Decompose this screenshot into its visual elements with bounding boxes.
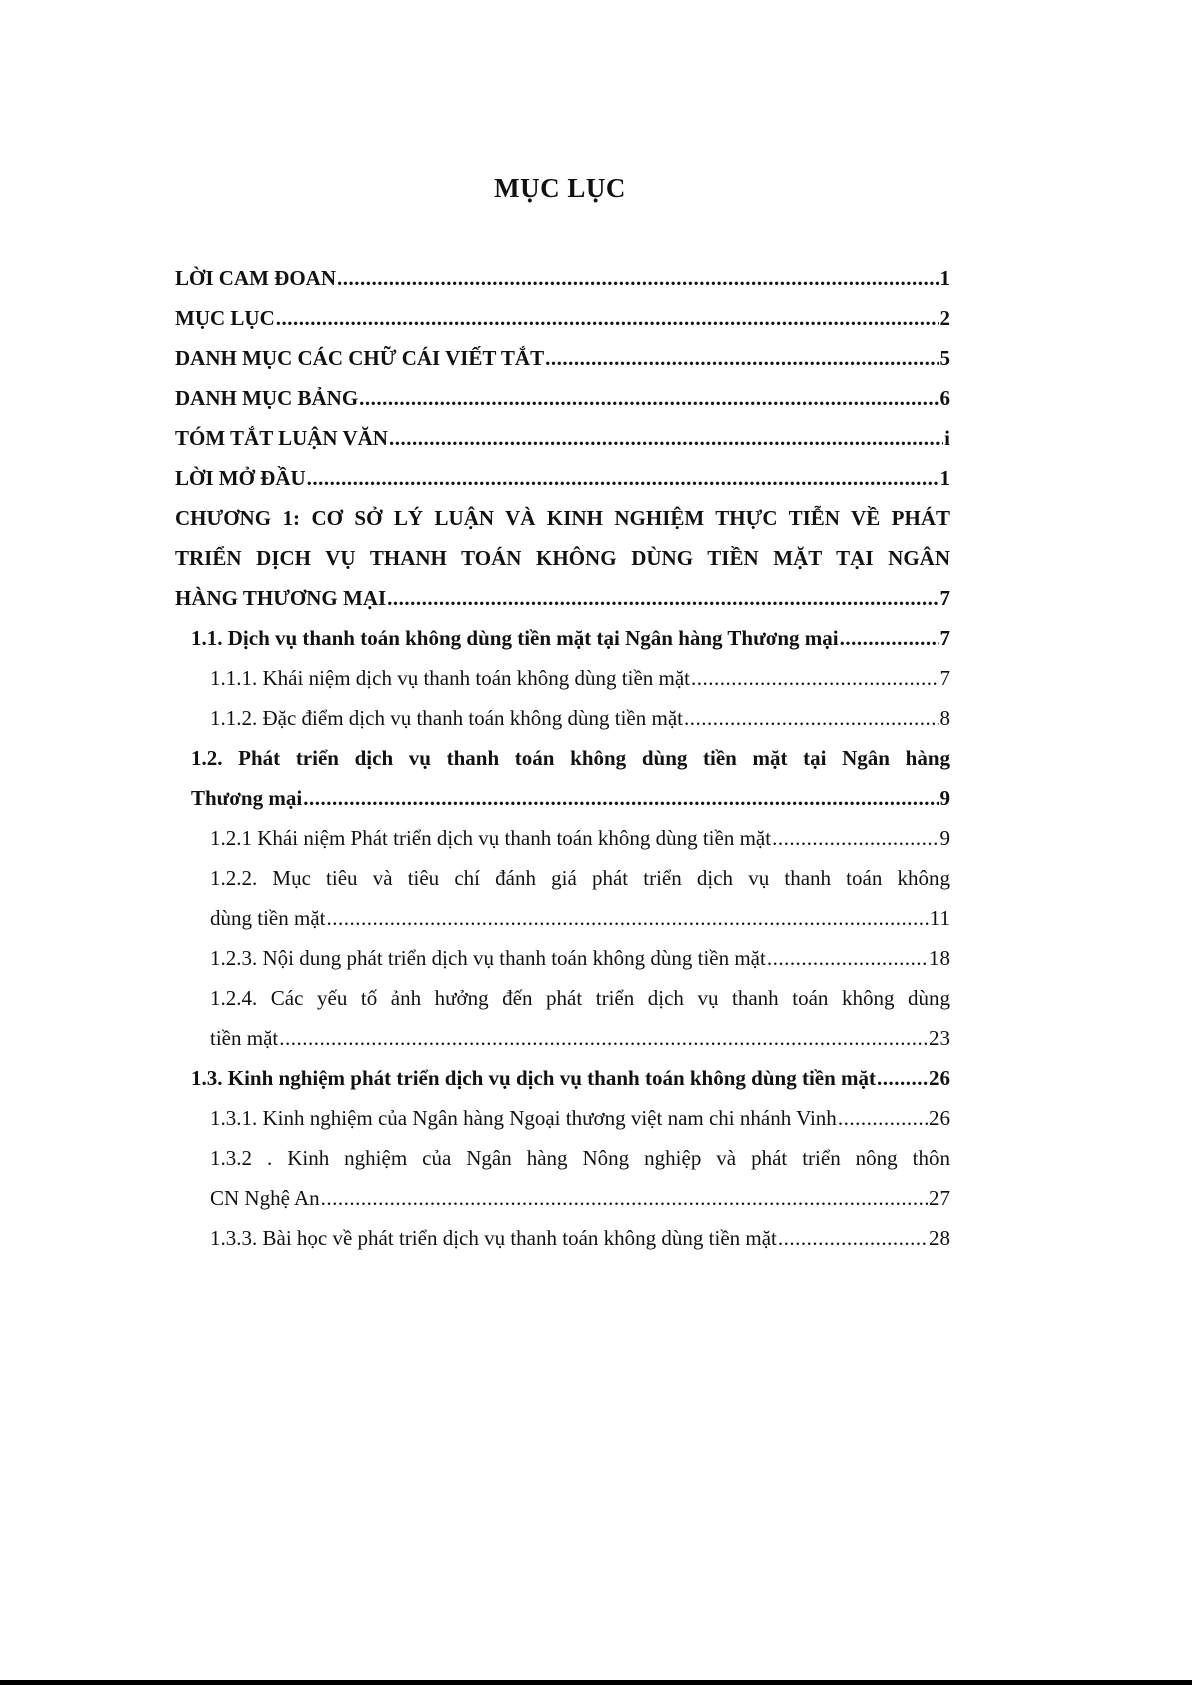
dot-leader xyxy=(877,1058,928,1098)
toc-entry-row xyxy=(210,658,950,698)
toc-page-number: 26 xyxy=(929,1066,950,1090)
toc-entry xyxy=(175,658,950,698)
toc-entry-row xyxy=(210,1178,950,1218)
toc-page-number: 1 xyxy=(939,266,950,290)
toc-page-number: 7 xyxy=(939,666,950,690)
toc-entry xyxy=(175,1218,950,1258)
dot-leader xyxy=(767,938,928,978)
dot-leader xyxy=(359,378,938,418)
toc-page-number: 7 xyxy=(939,626,950,650)
toc-entry-row xyxy=(175,378,950,418)
toc-entry-text: Thương mại xyxy=(191,786,303,810)
dot-leader xyxy=(389,418,943,458)
toc-entry-text: 1.1. Dịch vụ thanh toán không dùng tiền mặt tại Ngân hàng Thương mại xyxy=(191,626,839,650)
toc-entry xyxy=(175,618,950,658)
toc-entry-line: 1.3.2 . Kinh nghiệm của Ngân hàng Nông nghiệp và phát triển nông thôn xyxy=(210,1146,950,1170)
toc-entry-text: tiền mặt xyxy=(210,1026,279,1050)
toc-entry xyxy=(175,418,950,458)
toc-entry xyxy=(175,1098,950,1138)
toc-entry-row xyxy=(210,938,950,978)
toc-entry-line: 1.2.2. Mục tiêu và tiêu chí đánh giá phát triển dịch vụ thanh toán không xyxy=(210,866,950,890)
toc-page-number: 18 xyxy=(929,946,950,970)
toc-entry-row xyxy=(191,618,950,658)
toc-entry-text: 1.3.3. Bài học về phát triển dịch vụ thanh toán không dùng tiền mặt xyxy=(210,1226,777,1250)
toc-page-number: 27 xyxy=(929,1186,950,1210)
toc-entry-text: HÀNG THƯƠNG MẠI xyxy=(175,586,387,610)
dot-leader xyxy=(326,898,928,938)
toc-entry-row xyxy=(175,418,950,458)
toc-entry-text: 1.1.1. Khái niệm dịch vụ thanh toán không dùng tiền mặt xyxy=(210,666,691,690)
toc-entry xyxy=(175,1138,950,1218)
toc-entry xyxy=(175,258,950,298)
toc-page-number: i xyxy=(944,426,950,450)
toc-entry xyxy=(175,978,950,1058)
toc-entry-row xyxy=(191,1058,950,1098)
toc-entry-line: 1.2.4. Các yếu tố ảnh hưởng đến phát triển dịch vụ thanh toán không dùng xyxy=(210,986,950,1010)
toc-entry xyxy=(175,938,950,978)
dot-leader xyxy=(838,1098,928,1138)
toc-entry-text: LỜI CAM ĐOAN xyxy=(175,266,336,290)
toc-entry-row xyxy=(210,1218,950,1258)
toc-entry-text: 1.1.2. Đặc điểm dịch vụ thanh toán không dùng tiền mặt xyxy=(210,706,683,730)
dot-leader xyxy=(321,1178,928,1218)
toc-entry-row xyxy=(175,458,950,498)
dot-leader xyxy=(778,1218,928,1258)
toc-entry-text: TÓM TẮT LUẬN VĂN xyxy=(175,426,388,450)
dot-leader xyxy=(337,258,939,298)
toc-entry-row xyxy=(175,258,950,298)
dot-leader xyxy=(772,818,938,858)
toc-entry xyxy=(175,298,950,338)
dot-leader xyxy=(684,698,939,738)
toc-page-number: 6 xyxy=(939,386,950,410)
dot-leader xyxy=(691,658,938,698)
toc-entry-row xyxy=(210,898,950,938)
bottom-border xyxy=(0,1680,1192,1685)
toc-entry xyxy=(175,818,950,858)
toc-entry-text: LỜI MỞ ĐẦU xyxy=(175,466,306,490)
toc-entry-text: DANH MỤC CÁC CHỮ CÁI VIẾT TẮT xyxy=(175,346,545,370)
toc-page-number: 26 xyxy=(929,1106,950,1130)
toc-entry-row xyxy=(210,698,950,738)
toc-entry xyxy=(175,338,950,378)
toc-page-number: 1 xyxy=(939,466,950,490)
toc-page-number: 23 xyxy=(929,1026,950,1050)
toc-entry-row xyxy=(175,578,950,618)
toc-page-number: 9 xyxy=(939,826,950,850)
toc-entry-text: 1.3. Kinh nghiệm phát triển dịch vụ dịch vụ thanh toán không dùng tiền mặt xyxy=(191,1066,877,1090)
toc-entry-line: TRIỂN DỊCH VỤ THANH TOÁN KHÔNG DÙNG TIỀN MẶT TẠI NGÂN xyxy=(175,546,950,570)
toc-entry-text: 1.2.3. Nội dung phát triển dịch vụ thanh toán không dùng tiền mặt xyxy=(210,946,766,970)
toc-page-number: 7 xyxy=(939,586,950,610)
toc-entry xyxy=(175,378,950,418)
toc-entry-line: CHƯƠNG 1: CƠ SỞ LÝ LUẬN VÀ KINH NGHIỆM THỰC TIỄN VỀ PHÁT xyxy=(175,506,950,530)
toc-entry xyxy=(175,698,950,738)
dot-leader xyxy=(279,1018,928,1058)
toc-entry-row xyxy=(191,778,950,818)
toc-entry-row xyxy=(210,1018,950,1058)
toc-entry-text: 1.3.1. Kinh nghiệm của Ngân hàng Ngoại thương việt nam chi nhánh Vinh xyxy=(210,1106,837,1130)
toc-entry-text: DANH MỤC BẢNG xyxy=(175,386,359,410)
toc-page-number: 9 xyxy=(939,786,950,810)
toc-entry xyxy=(175,1058,950,1098)
toc-page-number: 28 xyxy=(929,1226,950,1250)
toc-entry-row xyxy=(175,338,950,378)
toc-page-number: 11 xyxy=(929,906,950,930)
toc-entry xyxy=(175,738,950,818)
dot-leader xyxy=(307,458,939,498)
toc-page-number: 8 xyxy=(939,706,950,730)
toc-page-number: 2 xyxy=(939,306,950,330)
dot-leader xyxy=(276,298,939,338)
toc-entry xyxy=(175,458,950,498)
toc-entry-text: CN Nghệ An xyxy=(210,1186,320,1210)
toc-page-number: 5 xyxy=(939,346,950,370)
toc-entry-text: dùng tiền mặt xyxy=(210,906,326,930)
toc-entry xyxy=(175,498,950,618)
toc-entry-row xyxy=(210,818,950,858)
dot-leader xyxy=(387,578,938,618)
toc-entry-line: 1.2. Phát triển dịch vụ thanh toán không dùng tiền mặt tại Ngân hàng xyxy=(191,746,950,770)
toc-entry xyxy=(175,858,950,938)
toc-entry-row xyxy=(210,1098,950,1138)
table-of-contents xyxy=(175,258,950,1258)
dot-leader xyxy=(303,778,938,818)
toc-entry-text: MỤC LỤC xyxy=(175,306,275,330)
toc-entry-text: 1.2.1 Khái niệm Phát triển dịch vụ thanh toán không dùng tiền mặt xyxy=(210,826,772,850)
toc-entry-row xyxy=(175,298,950,338)
dot-leader xyxy=(840,618,939,658)
dot-leader xyxy=(545,338,938,378)
page-title: MỤC LỤC xyxy=(494,173,626,203)
